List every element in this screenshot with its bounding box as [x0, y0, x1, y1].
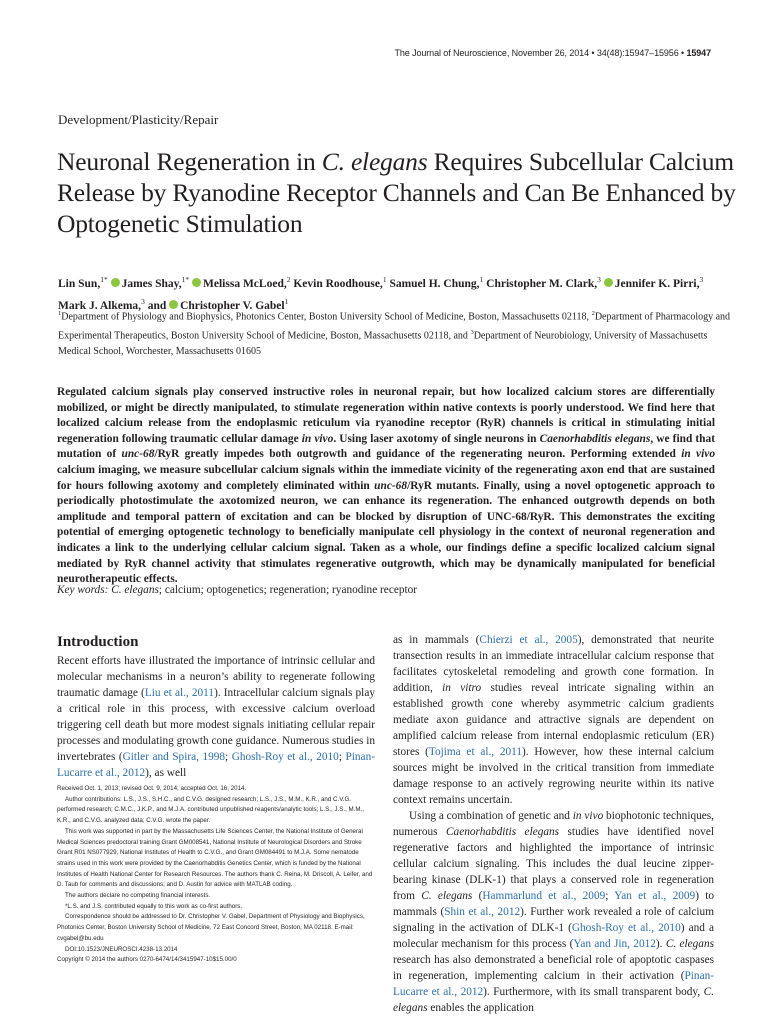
keywords-list: ; calcium; optogenetics; regeneration; ryanodine receptor: [158, 584, 418, 596]
italic-term: in vivo: [572, 810, 604, 822]
affiliation-marker: 1: [382, 275, 387, 284]
footnote-correspondence: Correspondence should be addressed to Dr. Christopher V. Gabel, Department of Physiology and Biophysics, Photonics Center, Boston University School of Medicine, 72 East Concord Street, Boston, MA 02118. E-mail: cvgabel@bu.edu: [57, 913, 365, 942]
page-number: 15947: [686, 48, 711, 58]
section-tag: Development/Plasticity/Repair: [58, 112, 219, 127]
citation-link[interactable]: Chierzi et al., 2005: [479, 634, 578, 646]
citation-link[interactable]: Liu et al., 2011: [144, 687, 215, 699]
author-name: Kevin Roodhouse,$^1$: [293, 275, 387, 290]
title-part-2: Requires Subcellular Calcium Release by Ryanodine Receptor Channels and Can Be Enhanced by Optogenetic Stimulation: [57, 147, 736, 238]
author-name: Mark J. Alkema,$^3$: [58, 296, 145, 312]
author-name: Samuel H. Chung,$^1$: [389, 275, 484, 290]
right-column: [393, 632, 714, 1016]
affiliation-marker: 1: [479, 275, 484, 284]
affiliations: [58, 306, 738, 359]
article-title: [57, 146, 737, 239]
citation-link[interactable]: Yan et al., 2009: [614, 890, 696, 902]
affiliation-marker: 3: [141, 296, 145, 306]
italic-term: Caenorhabditis elegans: [539, 432, 651, 445]
author-name: James Shay,$^{1*}$: [111, 278, 190, 290]
affiliation-marker: 1*: [181, 275, 190, 284]
affiliation-marker: 2: [286, 275, 291, 284]
citation-link[interactable]: Pinan-Lucarre et al., 2012: [393, 970, 714, 998]
orcid-icon[interactable]: [604, 278, 613, 287]
footnote-conflict: The authors declare no competing financial interests.: [65, 892, 211, 900]
footnote-equal-contribution: *L.S. and J.S. contributed equally to this work as co-first authors.: [65, 902, 243, 910]
italic-term: in vivo: [301, 432, 334, 445]
footnote-contributions: Author contributions: L.S., J.S., S.H.C., and C.V.G. designed research; L.S., J.S., M.M., K.R., and C.V.G. performed research; C.M.C., J.K.P., and M.J.A. contributed unpublished reagents/analytic tools; L.S., J.S., M.M., K.R., and C.V.G. analyzed data; C.V.G. wrote the paper.: [57, 795, 364, 825]
citation-link[interactable]: Hammarlund et al., 2009: [482, 890, 606, 902]
citation-link[interactable]: Tojima et al., 2011: [428, 746, 523, 758]
italic-term: in vivo: [681, 448, 716, 461]
footnote-received: Received Oct. 1, 2013; revised Oct. 9, 2014; accepted Oct. 16, 2014.: [57, 785, 247, 792]
italic-term: C. elegans: [665, 938, 714, 950]
citation-link[interactable]: Shin et al., 2012: [444, 906, 521, 918]
author-name: Melissa McLoed,$^2$: [192, 278, 290, 290]
citation-link[interactable]: Pinan-Lucarre et al., 2012: [57, 751, 375, 779]
citation-link[interactable]: Ghosh-Roy et al., 2010: [231, 751, 339, 763]
keywords-label: Key words:: [57, 584, 109, 596]
abstract: Regulated calcium signals play conserved instructive roles in neuronal repair, but how localized calcium stores are differentially mobilized, or might be directly manipulated, to stimulate regeneration within native contexts is poorly understood. We find here that localized calcium release from the endoplasmic reticulum via ryanodine receptor (RyR) channels is critical in stimulating initial regeneration following traumatic cellular damage in vivo. Using laser axotomy of single neurons in Caenorhabditis elegans, we find that mutation of unc-68/RyR greatly impedes both outgrowth and guidance of the regenerating neuron. Performing extended in vivo calcium imaging, we measure subcellular calcium signals within the immediate vicinity of the regenerating axon end that are sustained for hours following axotomy and completely eliminated within unc-68/RyR mutants. Finally, using a novel optogenetic approach to periodically photostimulate the axotomized neuron, we can enhance its regeneration. The enhanced outgrowth depends on both amplitude and temporal pattern of excitation and can be blocked by disruption of UNC-68/RyR. This demonstrates the exciting potential of emerging optogenetic technology to beneficially manipulate cell physiology in the context of neuronal regeneration and indicates a link to the underlying cellular calcium signal. Taken as a whole, our findings define a specific localized calcium signal mediated by RyR channel activity that stimulates regenerative outgrowth, which may be dynamically manipulated for beneficial neurotherapeutic effects.: [57, 386, 716, 586]
italic-term: Caenorhabditis elegans: [446, 826, 560, 838]
left-column: [57, 633, 375, 781]
author-name: Jennifer K. Pirri,$^3$: [604, 278, 704, 290]
author-name: Christopher M. Clark,$^3$: [486, 275, 601, 290]
affiliation-text: Department of Neurobiology, University of Massachusetts Medical School, Worchester, Massachusetts 01605: [58, 330, 708, 357]
affiliation-marker: 3: [699, 275, 704, 284]
running-header: [394, 48, 711, 58]
affiliation-text: Department of Physiology and Biophysics, Photonics Center, Boston University School of Medicine, Boston, Massachusetts 02118,: [61, 311, 592, 323]
italic-term: C. elegans: [393, 986, 715, 1014]
introduction-paragraph-1-continued: as in mammals (Chierzi et al., 2005), demonstrated that neurite transection results in an immediate intracellular calcium response that facilitates cytoskeletal remodeling and growth cone formation. In addition, in vitro studies reveal intricate signaling within an established growth cone whereby asymmetric calcium gradients mediate axon guidance and attractive signals are dependent on amplified calcium release from internal endoplasmic reticulum (ER) stores (Tojima et al., 2011). However, how these internal calcium sources might be involved in the critical transition from immediate damage response to an actively regrowing neurite within its native context remains uncertain.: [393, 634, 714, 806]
orcid-icon[interactable]: [192, 278, 201, 287]
journal-citation: The Journal of Neuroscience, November 26, 2014 • 34(48):15947–15956 •: [394, 48, 685, 58]
citation-link[interactable]: Ghosh-Roy et al., 2010: [571, 922, 681, 934]
affiliation-marker: 1: [58, 310, 62, 317]
affiliation-marker: 1: [284, 296, 289, 306]
footnote-funding: This work was supported in part by the Massachusetts Life Sciences Center, the National Institute of General Medical Sciences predoctoral training Grant GM008541, National Institute of Neurological Disorders and Stroke Grant R01 NS077929, National Institutes of Health to C.V.G., and Grant GM084491 to M.J.A. Some nematode strains used in this work were provided by the Caenorhabditis Genetics Center, which is funded by the National Institutes of Health National Center for Research Resources. The authors thank C. Reina, M. Driscoll, A. Leifer, and D. Taub for comments and discussions; and D. Austin for advice with MATLAB coding.: [57, 827, 373, 889]
affiliation-marker: 2: [591, 310, 595, 317]
italic-term: C. elegans: [421, 890, 473, 902]
author-name: Lin Sun,$^{1*}$: [58, 275, 108, 290]
orcid-icon[interactable]: [111, 278, 120, 287]
affiliation-marker: 3: [597, 275, 601, 284]
italic-term: unc-68: [374, 479, 408, 492]
author-name: and: [147, 299, 170, 312]
title-species: C. elegans: [321, 147, 428, 176]
affiliation-text: Department of Pharmacology and Experimental Therapeutics, Boston University School of Medicine, Boston, Massachusetts 02118, and: [58, 311, 731, 342]
keywords: [57, 583, 715, 598]
introduction-paragraph-2: Using a combination of genetic and in vivo biophotonic techniques, numerous Caenorhabditis elegans studies have identified novel regenerative factors and highlighted the importance of intrinsic cellular calcium signaling. This includes the dual leucine zipper-bearing kinase (DLK-1) that plays a conserved role in regeneration from C. elegans (Hammarlund et al., 2009; Yan et al., 2009) to mammals (Shin et al., 2012). Further work revealed a role of calcium signaling in the activation of DLK-1 (Ghosh-Roy et al., 2010) and a molecular mechanism for this process (Yan and Jin, 2012). C. elegans research has also demonstrated a beneficial role of apoptotic caspases in regeneration, implementing calcium in their activation (Pinan-Lucarre et al., 2012). Furthermore, with its small transparent body, C. elegans enables the application: [393, 810, 715, 1014]
title-part-1: Neuronal Regeneration in: [57, 147, 322, 176]
author-name: Christopher V. Gabel$^1$: [169, 300, 288, 312]
footnote-doi: DOI:10.1523/JNEUROSCI.4238-13.2014: [65, 945, 178, 953]
affiliation-marker: 1*: [100, 275, 108, 284]
affiliation-marker: 3: [470, 328, 474, 336]
citation-link[interactable]: Gitler and Spira, 1998: [122, 751, 226, 763]
keywords-species: C. elegans: [111, 584, 159, 596]
citation-link[interactable]: Yan and Jin, 2012: [573, 938, 656, 950]
footnote-copyright: Copyright © 2014 the authors 0270-6474/14/3415947-10$15.00/0: [57, 956, 237, 964]
introduction-paragraph-1: Recent efforts have illustrated the importance of intrinsic cellular and molecular mechanisms in a neuron’s ability to regenerate following traumatic damage (Liu et al., 2011). Intracellular calcium signals play a critical role in this process, with excessive calcium overload triggering cell death but more modest signals initiating cellular repair processes and modulating growth cone guidance. Numerous studies in invertebrates (Gitler and Spira, 1998; Ghosh-Roy et al., 2010; Pinan-Lucarre et al., 2012), as well: [57, 655, 375, 779]
italic-term: unc-68: [121, 448, 155, 461]
introduction-heading: Introduction: [57, 634, 139, 650]
footnotes: [57, 784, 375, 966]
italic-term: in vitro: [442, 682, 482, 694]
